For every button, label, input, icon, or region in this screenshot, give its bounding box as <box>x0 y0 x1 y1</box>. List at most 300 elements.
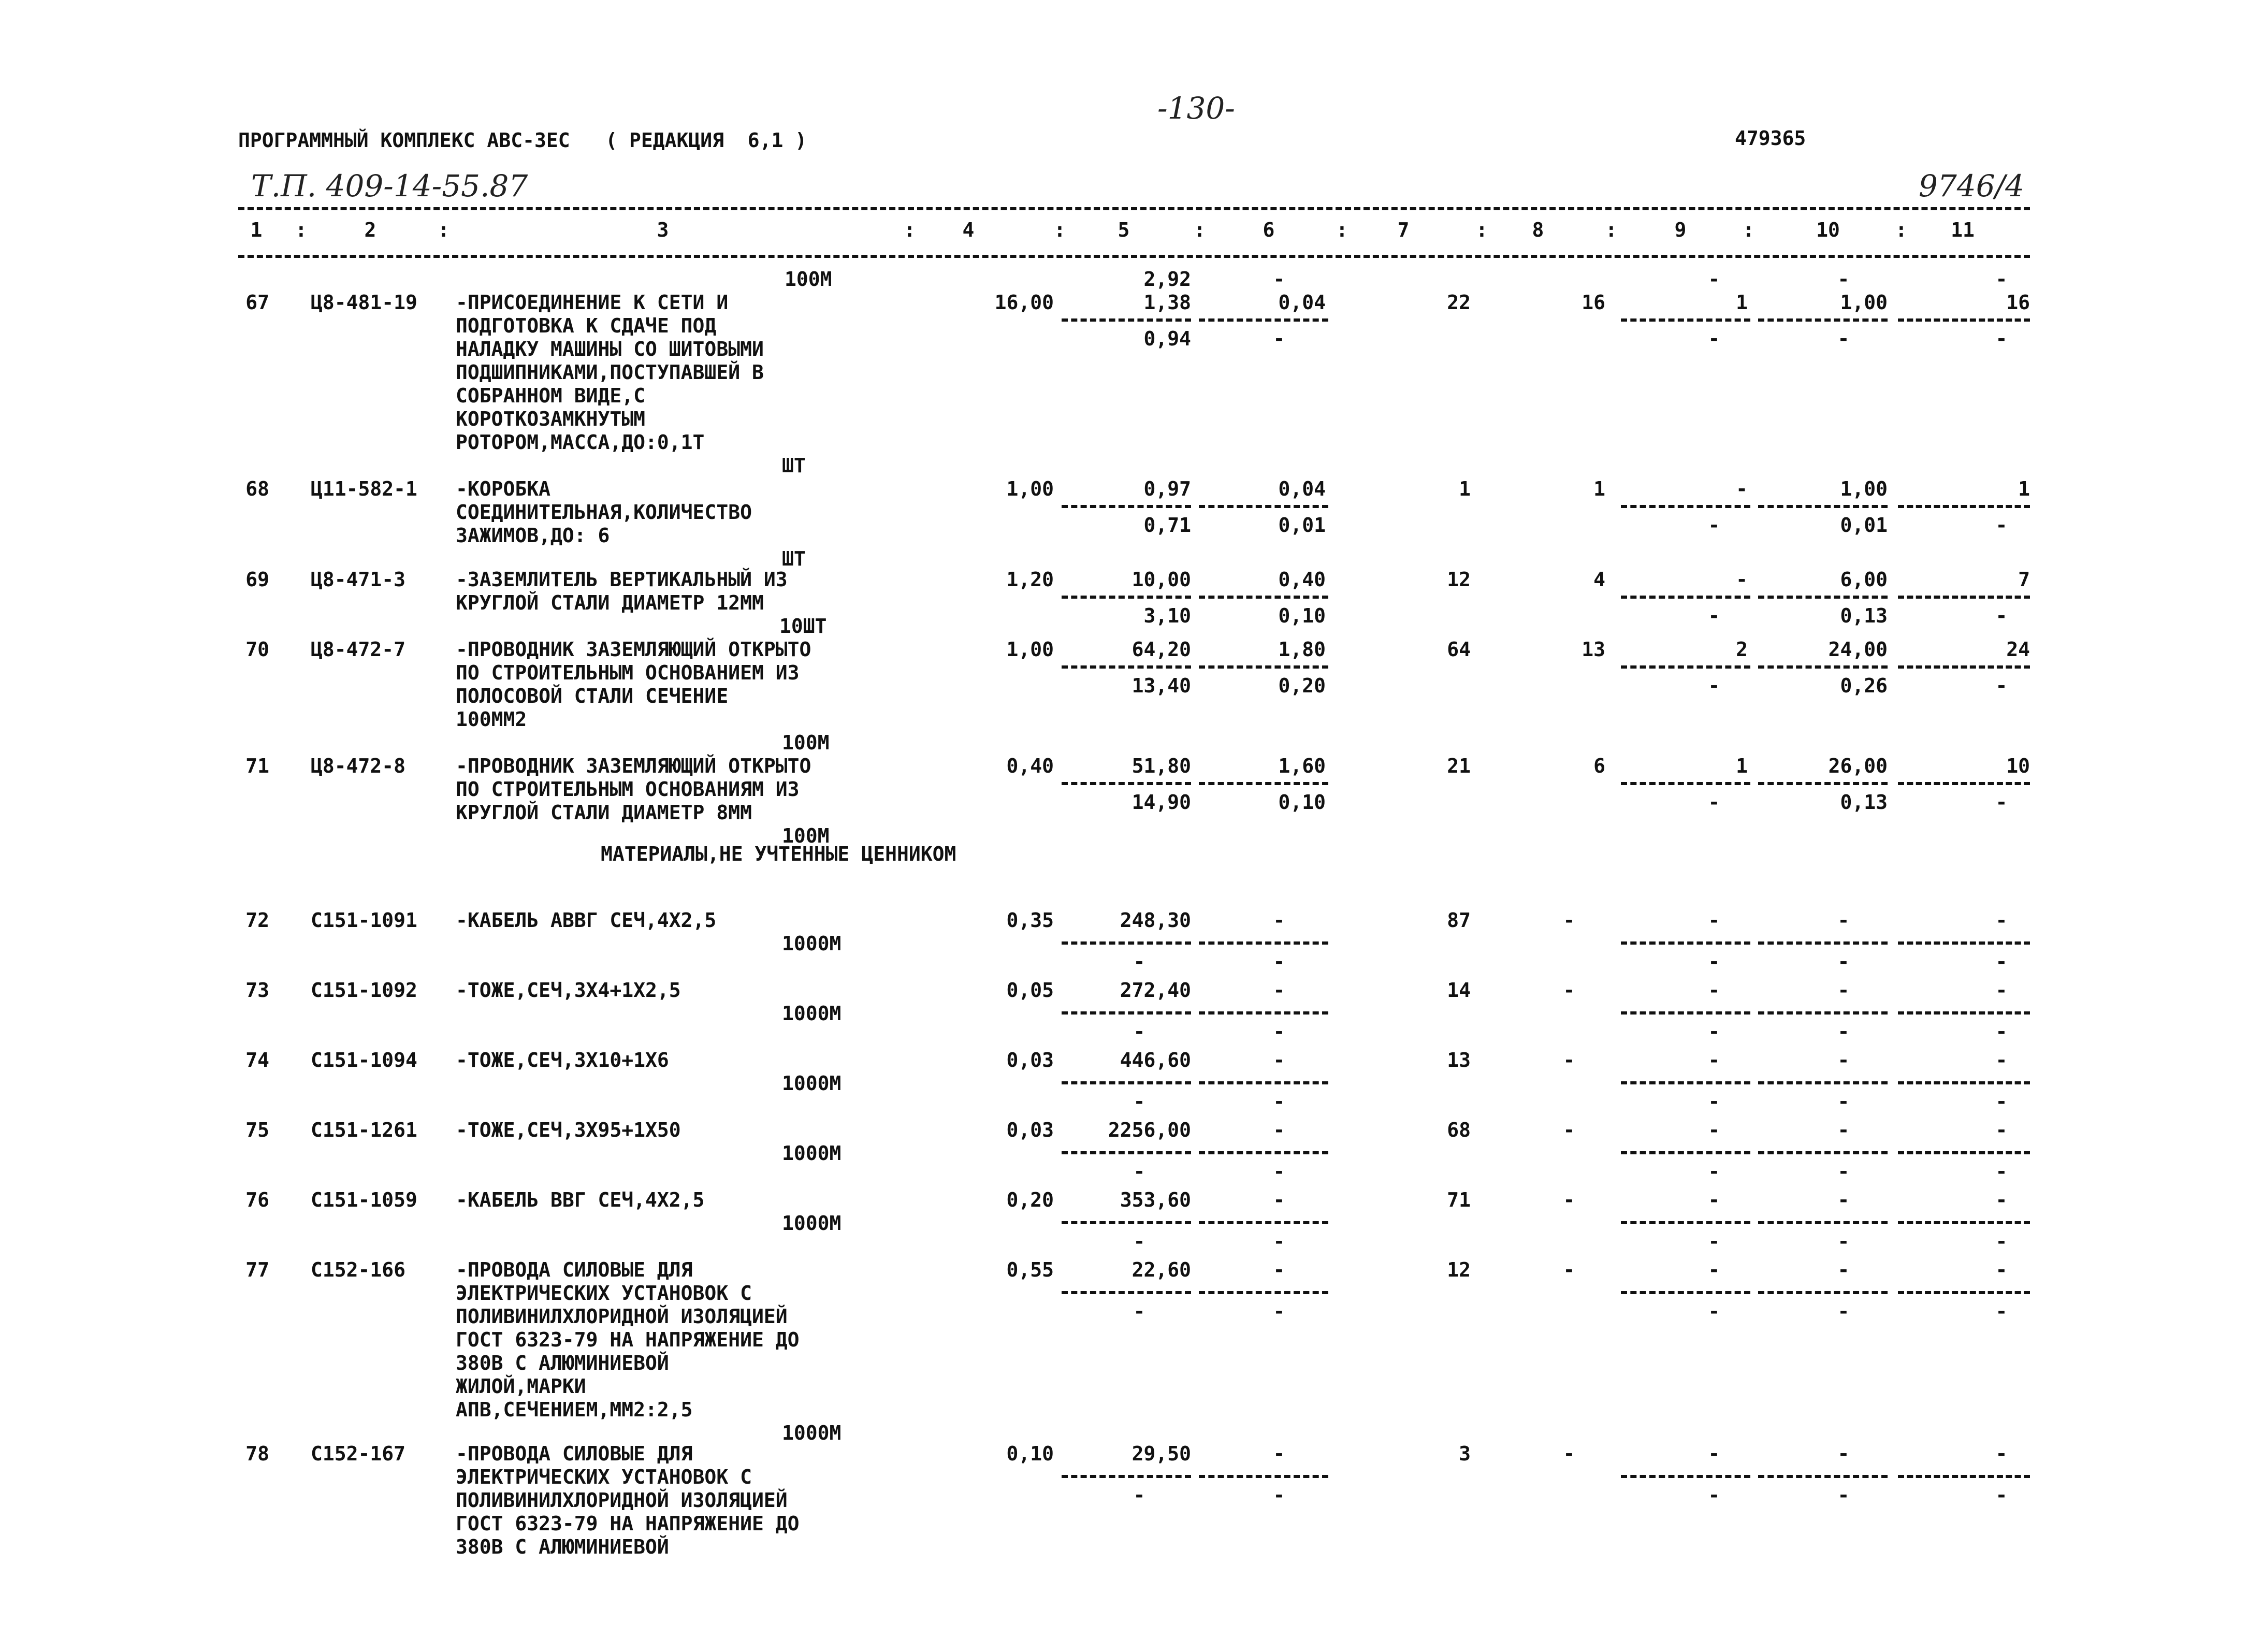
cell-value: 1 <box>1736 755 1748 777</box>
column-separator: : <box>1743 219 1754 241</box>
cell-divider <box>1758 1475 1888 1478</box>
row-description: ПОДГОТОВКА К СДАЧЕ ПОД <box>456 314 717 337</box>
cell-value: 1,60 <box>1278 755 1326 777</box>
cell-divider <box>1199 1151 1328 1154</box>
cell-divider <box>1758 318 1888 322</box>
cell-value: 1,00 <box>1006 638 1054 661</box>
cell-divider <box>1199 1221 1328 1224</box>
cell-value: - <box>1273 909 1285 932</box>
row-description: -ТОЖЕ,СЕЧ,3Х4+1Х2,5 <box>456 979 681 1002</box>
section-title: МАТЕРИАЛЫ,НЕ УЧТЕННЫЕ ЦЕННИКОМ <box>601 843 956 865</box>
cell-divider <box>1062 1475 1191 1478</box>
cell-divider <box>1199 1475 1328 1478</box>
cell-value: 0,40 <box>1006 755 1054 777</box>
cell-value: - <box>1995 1119 2008 1141</box>
cell-value: 0,26 <box>1840 674 1888 697</box>
row-description: -КОРОБКА <box>456 477 551 500</box>
cell-value: 1 <box>1593 477 1605 500</box>
cell-value: - <box>1995 979 2008 1002</box>
column-header: 3 <box>657 219 669 241</box>
row-description: КРУГЛОЙ СТАЛИ ДИАМЕТР 12ММ <box>456 591 764 614</box>
cell-divider <box>1062 505 1191 508</box>
cell-value: - <box>1995 604 2008 627</box>
unit-label: 100М <box>782 731 830 754</box>
row-description: КОРОТКОЗАМКНУТЫМ <box>456 408 646 430</box>
cell-value: 0,10 <box>1278 791 1326 814</box>
row-description: -ТОЖЕ,СЕЧ,3Х95+1Х50 <box>456 1119 681 1141</box>
cell-value: - <box>1708 604 1720 627</box>
cell-divider <box>1758 1221 1888 1224</box>
cell-value: 272,40 <box>1120 979 1191 1002</box>
cell-value: - <box>1563 1442 1575 1465</box>
cell-value: 0,10 <box>1278 604 1326 627</box>
row-description: -ПРОВОДНИК ЗАЗЕМЛЯЮЩИЙ ОТКРЫТО <box>456 755 811 777</box>
row-code: Ц8-471-3 <box>311 568 406 591</box>
row-description: ГОСТ 6323-79 НА НАПРЯЖЕНИЕ ДО <box>456 1328 800 1351</box>
column-header: 4 <box>962 219 975 241</box>
cell-value: 14,90 <box>1132 791 1191 814</box>
column-header: 8 <box>1532 219 1544 241</box>
cell-value: - <box>1837 327 1850 350</box>
cell-value: - <box>1133 1160 1145 1183</box>
row-number: 68 <box>245 477 269 500</box>
row-number: 70 <box>245 638 269 661</box>
row-description: 380В С АЛЮМИНИЕВОЙ <box>456 1352 669 1374</box>
cell-value: 0,55 <box>1006 1258 1054 1281</box>
unit-label: 100М <box>782 824 830 847</box>
row-code: Ц8-472-7 <box>311 638 406 661</box>
cell-value: - <box>1563 1258 1575 1281</box>
cell-divider <box>1199 1081 1328 1084</box>
cell-value: 13 <box>1447 1049 1471 1071</box>
cell-value: 16 <box>1582 291 1605 314</box>
column-separator: : <box>1605 219 1617 241</box>
cell-value: - <box>1273 327 1285 350</box>
cell-value: - <box>1995 1160 2008 1183</box>
cell-divider <box>1199 318 1328 322</box>
cell-divider <box>1758 505 1888 508</box>
row-description: СОЕДИНИТЕЛЬНАЯ,КОЛИЧЕСТВО <box>456 501 752 524</box>
cell-divider <box>1898 1221 2030 1224</box>
row-description: -ЗАЗЕМЛИТЕЛЬ ВЕРТИКАЛЬНЫЙ ИЗ <box>456 568 788 591</box>
row-description: СОБРАННОМ ВИДЕ,С <box>456 384 646 407</box>
cell-value: - <box>1273 1160 1285 1183</box>
cell-divider <box>1062 1221 1191 1224</box>
row-number: 72 <box>245 909 269 932</box>
cell-value: 12 <box>1447 1258 1471 1281</box>
cell-value: 2256,00 <box>1108 1119 1191 1141</box>
sheet-number: 9746/4 <box>1919 168 2025 204</box>
cell-value: 0,04 <box>1278 477 1326 500</box>
cell-value: 446,60 <box>1120 1049 1191 1071</box>
cell-divider <box>1898 1081 2030 1084</box>
cell-value: - <box>1995 1484 2008 1506</box>
column-header: 1 <box>250 219 263 241</box>
cell-divider <box>1062 782 1191 785</box>
cell-value: - <box>1133 1300 1145 1323</box>
row-description: ПОЛИВИНИЛХЛОРИДНОЙ ИЗОЛЯЦИЕЙ <box>456 1305 788 1328</box>
cell-value: 16,00 <box>994 291 1054 314</box>
cell-value: 0,01 <box>1840 514 1888 537</box>
cell-value: 87 <box>1447 909 1471 932</box>
row-description: РОТОРОМ,МАССА,ДО:0,1Т <box>456 431 705 454</box>
cell-value: 22,60 <box>1132 1258 1191 1281</box>
cell-divider <box>1621 1151 1750 1154</box>
column-separator: : <box>1194 219 1206 241</box>
row-description: 100ММ2 <box>456 708 527 731</box>
row-description: ПО СТРОИТЕЛЬНЫМ ОСНОВАНИЕМ ИЗ <box>456 661 800 684</box>
row-description: ПОЛИВИНИЛХЛОРИДНОЙ ИЗОЛЯЦИЕЙ <box>456 1489 788 1512</box>
header-rule-bottom <box>238 255 2030 258</box>
row-number: 71 <box>245 755 269 777</box>
cell-value: 13,40 <box>1132 674 1191 697</box>
cell-value: - <box>1736 568 1748 591</box>
row-description: ПО СТРОИТЕЛЬНЫМ ОСНОВАНИЯМ ИЗ <box>456 778 800 801</box>
cell-divider <box>1758 941 1888 945</box>
unit-label: 100М <box>785 268 832 291</box>
cell-divider <box>1199 1011 1328 1015</box>
header-rule-top <box>238 207 2030 210</box>
cell-value: 1,38 <box>1143 291 1191 314</box>
cell-divider <box>1898 318 2030 322</box>
cell-value: - <box>1708 674 1720 697</box>
cell-value: - <box>1273 1484 1285 1506</box>
row-code: Ц8-481-19 <box>311 291 417 314</box>
cell-value: - <box>1837 1049 1850 1071</box>
cell-value: - <box>1273 1119 1285 1141</box>
page-number: -130- <box>1157 91 1235 126</box>
column-header: 9 <box>1674 219 1687 241</box>
row-description: -ПРОВОДА СИЛОВЫЕ ДЛЯ <box>456 1442 693 1465</box>
cell-value: 1 <box>1736 291 1748 314</box>
row-description: ГОСТ 6323-79 НА НАПРЯЖЕНИЕ ДО <box>456 1512 800 1535</box>
cell-value: 1,80 <box>1278 638 1326 661</box>
cell-divider <box>1199 665 1328 669</box>
row-code: С151-1094 <box>311 1049 417 1071</box>
row-number: 69 <box>245 568 269 591</box>
row-description: ПОДШИПНИКАМИ,ПОСТУПАВШЕЙ В <box>456 361 764 384</box>
cell-value: - <box>1995 1090 2008 1113</box>
column-separator: : <box>438 219 449 241</box>
cell-value: - <box>1708 1484 1720 1506</box>
cell-value: - <box>1708 1442 1720 1465</box>
cell-divider <box>1199 596 1328 599</box>
cell-divider <box>1062 318 1191 322</box>
cell-divider <box>1898 1475 2030 1478</box>
cell-divider <box>1621 1011 1750 1015</box>
cell-value: - <box>1837 1189 1850 1211</box>
cell-value: - <box>1995 1189 2008 1211</box>
cell-value: - <box>1837 909 1850 932</box>
cell-value: - <box>1995 1049 2008 1071</box>
cell-divider <box>1758 782 1888 785</box>
cell-divider <box>1758 1081 1888 1084</box>
cell-value: - <box>1273 1300 1285 1323</box>
document-code: 479365 <box>1735 127 1806 150</box>
row-description: ЖИЛОЙ,МАРКИ <box>456 1375 586 1398</box>
cell-value: 0,05 <box>1006 979 1054 1002</box>
cell-value: - <box>1133 1020 1145 1043</box>
cell-value: 1,00 <box>1840 477 1888 500</box>
cell-value: - <box>1837 1020 1850 1043</box>
cell-value: - <box>1837 979 1850 1002</box>
cell-value: 0,13 <box>1840 791 1888 814</box>
cell-divider <box>1758 1151 1888 1154</box>
row-number: 76 <box>245 1189 269 1211</box>
row-description: НАЛАДКУ МАШИНЫ СО ШИТОВЫМИ <box>456 338 764 360</box>
cell-value: - <box>1708 1300 1720 1323</box>
cell-divider <box>1898 1291 2030 1294</box>
unit-label: ШТ <box>782 547 806 570</box>
cell-divider <box>1898 665 2030 669</box>
cell-value: - <box>1273 1258 1285 1281</box>
cell-value: 0,35 <box>1006 909 1054 932</box>
column-header: 7 <box>1397 219 1410 241</box>
row-description: -ТОЖЕ,СЕЧ,3Х10+1Х6 <box>456 1049 669 1071</box>
unit-label: 1000М <box>782 1212 842 1235</box>
cell-value: - <box>1837 1119 1850 1141</box>
program-title: ПРОГРАММНЫЙ КОМПЛЕКС АВС-ЗЕС ( РЕДАКЦИЯ 6,1 ) <box>238 129 807 152</box>
row-description: ЭЛЕКТРИЧЕСКИХ УСТАНОВОК С <box>456 1282 752 1305</box>
row-description: ПОЛОСОВОЙ СТАЛИ СЕЧЕНИЕ <box>456 685 729 707</box>
cell-value: - <box>1563 909 1575 932</box>
cell-divider <box>1621 596 1750 599</box>
cell-value: 6 <box>1593 755 1605 777</box>
cell-divider <box>1621 1475 1750 1478</box>
cell-value: - <box>1708 1049 1720 1071</box>
cell-value: 71 <box>1447 1189 1471 1211</box>
cell-divider <box>1758 665 1888 669</box>
cell-value: - <box>1837 1484 1850 1506</box>
row-description: ЗАЖИМОВ,ДО: 6 <box>456 524 610 547</box>
unit-label: 1000М <box>782 932 842 955</box>
cell-value: - <box>1708 1119 1720 1141</box>
row-code: Ц11-582-1 <box>311 477 417 500</box>
cell-value: 51,80 <box>1132 755 1191 777</box>
cell-value: 64 <box>1447 638 1471 661</box>
row-description: ЭЛЕКТРИЧЕСКИХ УСТАНОВОК С <box>456 1466 752 1488</box>
row-number: 73 <box>245 979 269 1002</box>
cell-value: 24,00 <box>1828 638 1888 661</box>
cell-divider <box>1898 596 2030 599</box>
cell-value: 16 <box>2006 291 2030 314</box>
unit-label: 10ШТ <box>779 615 827 637</box>
cell-value: 0,20 <box>1006 1189 1054 1211</box>
cell-value: 21 <box>1447 755 1471 777</box>
cell-value: 2,92 <box>1143 268 1191 291</box>
cell-divider <box>1621 782 1750 785</box>
column-separator: : <box>1895 219 1907 241</box>
cell-value: - <box>1273 268 1285 291</box>
row-number: 74 <box>245 1049 269 1071</box>
cell-value: 3,10 <box>1143 604 1191 627</box>
column-header: 5 <box>1118 219 1130 241</box>
cell-divider <box>1062 596 1191 599</box>
cell-divider <box>1621 665 1750 669</box>
cell-value: - <box>1273 950 1285 973</box>
cell-value: 68 <box>1447 1119 1471 1141</box>
cell-value: - <box>1708 268 1720 291</box>
row-description: -ПРОВОДА СИЛОВЫЕ ДЛЯ <box>456 1258 693 1281</box>
row-code: С151-1092 <box>311 979 417 1002</box>
cell-divider <box>1062 1081 1191 1084</box>
cell-divider <box>1758 1011 1888 1015</box>
cell-value: - <box>1563 1049 1575 1071</box>
cell-value: - <box>1708 909 1720 932</box>
cell-value: - <box>1133 950 1145 973</box>
cell-value: 0,03 <box>1006 1049 1054 1071</box>
cell-value: - <box>1837 1258 1850 1281</box>
cell-divider <box>1621 1221 1750 1224</box>
cell-value: 3 <box>1459 1442 1471 1465</box>
cell-value: - <box>1708 1160 1720 1183</box>
cell-value: 0,97 <box>1143 477 1191 500</box>
row-description: АПВ,СЕЧЕНИЕМ,ММ2:2,5 <box>456 1398 693 1421</box>
cell-divider <box>1621 505 1750 508</box>
cell-divider <box>1898 505 2030 508</box>
unit-label: 1000М <box>782 1422 842 1444</box>
cell-value: - <box>1995 1300 2008 1323</box>
cell-value: - <box>1273 979 1285 1002</box>
row-code: С152-166 <box>311 1258 406 1281</box>
column-header: 11 <box>1951 219 1975 241</box>
cell-divider <box>1062 941 1191 945</box>
column-header: 10 <box>1816 219 1840 241</box>
cell-value: 26,00 <box>1828 755 1888 777</box>
cell-value: - <box>1563 979 1575 1002</box>
cell-divider <box>1062 1011 1191 1015</box>
cell-divider <box>1621 318 1750 322</box>
cell-value: - <box>1273 1442 1285 1465</box>
cell-value: - <box>1708 791 1720 814</box>
cell-value: 14 <box>1447 979 1471 1002</box>
cell-value: - <box>1837 950 1850 973</box>
row-description: -ПРИСОЕДИНЕНИЕ К СЕТИ И <box>456 291 729 314</box>
cell-value: 0,20 <box>1278 674 1326 697</box>
cell-value: 13 <box>1582 638 1605 661</box>
row-description: -КАБЕЛЬ АВВГ СЕЧ,4Х2,5 <box>456 909 717 932</box>
row-description: -ПРОВОДНИК ЗАЗЕМЛЯЮЩИЙ ОТКРЫТО <box>456 638 811 661</box>
cell-value: 353,60 <box>1120 1189 1191 1211</box>
cell-value: - <box>1708 950 1720 973</box>
cell-value: - <box>1708 979 1720 1002</box>
cell-divider <box>1199 782 1328 785</box>
cell-value: - <box>1995 909 2008 932</box>
column-separator: : <box>1476 219 1488 241</box>
row-code: С151-1091 <box>311 909 417 932</box>
cell-value: - <box>1708 327 1720 350</box>
cell-value: - <box>1995 1020 2008 1043</box>
column-separator: : <box>1336 219 1348 241</box>
cell-divider <box>1758 596 1888 599</box>
cell-divider <box>1898 941 2030 945</box>
cell-value: 6,00 <box>1840 568 1888 591</box>
row-description: КРУГЛОЙ СТАЛИ ДИАМЕТР 8ММ <box>456 801 752 824</box>
cell-value: 0,10 <box>1006 1442 1054 1465</box>
cell-divider <box>1758 1291 1888 1294</box>
cell-value: 0,03 <box>1006 1119 1054 1141</box>
cell-value: 1 <box>2018 477 2030 500</box>
cell-value: - <box>1708 514 1720 537</box>
cell-divider <box>1898 1151 2030 1154</box>
cell-value: - <box>1273 1189 1285 1211</box>
cell-value: 248,30 <box>1120 909 1191 932</box>
row-code: Ц8-472-8 <box>311 755 406 777</box>
row-number: 67 <box>245 291 269 314</box>
cell-value: - <box>1708 1230 1720 1253</box>
cell-value: 0,13 <box>1840 604 1888 627</box>
cell-divider <box>1062 1291 1191 1294</box>
cell-value: - <box>1133 1090 1145 1113</box>
cell-value: 24 <box>2006 638 2030 661</box>
unit-label: 1000М <box>782 1142 842 1165</box>
cell-divider <box>1621 1081 1750 1084</box>
cell-divider <box>1898 1011 2030 1015</box>
cell-value: - <box>1995 327 2008 350</box>
cell-value: - <box>1837 1300 1850 1323</box>
cell-value: - <box>1995 1258 2008 1281</box>
cell-value: - <box>1273 1020 1285 1043</box>
cell-value: - <box>1837 1230 1850 1253</box>
doc-reference: Т.П. 409-14-55.87 <box>251 168 528 204</box>
cell-divider <box>1199 1291 1328 1294</box>
cell-value: 1 <box>1459 477 1471 500</box>
cell-value: - <box>1273 1049 1285 1071</box>
cell-value: 0,04 <box>1278 291 1326 314</box>
cell-value: - <box>1133 1230 1145 1253</box>
column-header: 2 <box>364 219 376 241</box>
cell-value: - <box>1995 1230 2008 1253</box>
column-header: 6 <box>1263 219 1275 241</box>
cell-divider <box>1898 782 2030 785</box>
row-code: С152-167 <box>311 1442 406 1465</box>
cell-value: 12 <box>1447 568 1471 591</box>
cell-value: - <box>1837 268 1850 291</box>
cell-value: 0,94 <box>1143 327 1191 350</box>
column-separator: : <box>904 219 916 241</box>
cell-value: - <box>1736 477 1748 500</box>
row-number: 75 <box>245 1119 269 1141</box>
cell-value: - <box>1995 1442 2008 1465</box>
cell-value: - <box>1995 950 2008 973</box>
cell-value: - <box>1563 1189 1575 1211</box>
row-number: 78 <box>245 1442 269 1465</box>
cell-value: - <box>1563 1119 1575 1141</box>
row-description: 380В С АЛЮМИНИЕВОЙ <box>456 1535 669 1558</box>
cell-value: - <box>1708 1090 1720 1113</box>
cell-value: - <box>1995 268 2008 291</box>
row-code: С151-1059 <box>311 1189 417 1211</box>
cell-value: - <box>1273 1090 1285 1113</box>
cell-value: - <box>1837 1442 1850 1465</box>
cell-divider <box>1062 665 1191 669</box>
cell-value: - <box>1995 514 2008 537</box>
cell-value: - <box>1995 674 2008 697</box>
cell-value: 64,20 <box>1132 638 1191 661</box>
cell-value: 22 <box>1447 291 1471 314</box>
unit-label: 1000М <box>782 1002 842 1025</box>
cell-divider <box>1199 505 1328 508</box>
cell-value: 0,01 <box>1278 514 1326 537</box>
column-separator: : <box>1054 219 1066 241</box>
cell-value: 0,71 <box>1143 514 1191 537</box>
cell-value: - <box>1837 1090 1850 1113</box>
cell-value: 2 <box>1736 638 1748 661</box>
cell-value: - <box>1133 1484 1145 1506</box>
cell-value: 1,00 <box>1840 291 1888 314</box>
cell-value: 1,00 <box>1006 477 1054 500</box>
cell-value: 0,40 <box>1278 568 1326 591</box>
